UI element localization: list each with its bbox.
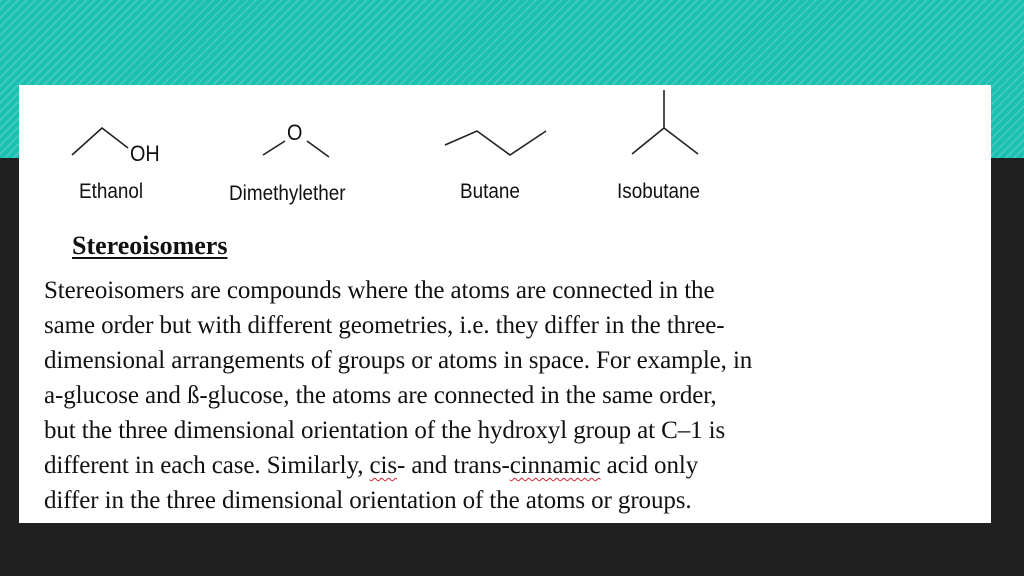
dimethylether-name: Dimethylether <box>229 182 346 205</box>
paragraph-line: but the three dimensional orientation of the hydroxyl group at C–1 is <box>44 417 726 444</box>
line-text: different in each case. Similarly, <box>44 452 370 479</box>
spellcheck-word-cinnamic: cinnamic <box>509 452 601 479</box>
paragraph-line: same order but with different geometries, i.e. they differ in the three- <box>44 312 725 339</box>
ethanol-atom-label: OH <box>130 141 160 166</box>
butane-name: Butane <box>460 180 520 203</box>
section-heading: Stereoisomers <box>72 231 228 260</box>
paragraph-line: dimensional arrangements of groups or atoms in space. For example, in <box>44 347 753 374</box>
paragraph-line: a-glucose and ß-glucose, the atoms are connected in the same order, <box>44 382 717 409</box>
paragraph-line <box>44 448 979 483</box>
paragraph-line: Stereoisomers are compounds where the atoms are connected in the <box>44 277 715 304</box>
isobutane-name: Isobutane <box>617 180 701 203</box>
dimethylether-atom-label: O <box>287 120 303 145</box>
line-text: acid only <box>600 452 699 479</box>
spellcheck-word-cis: cis <box>369 452 398 479</box>
line-text: - and trans- <box>397 452 510 479</box>
ethanol-name: Ethanol <box>79 180 144 203</box>
body-paragraph <box>44 273 979 518</box>
paragraph-line: differ in the three dimensional orientation of the atoms or groups. <box>44 487 692 514</box>
